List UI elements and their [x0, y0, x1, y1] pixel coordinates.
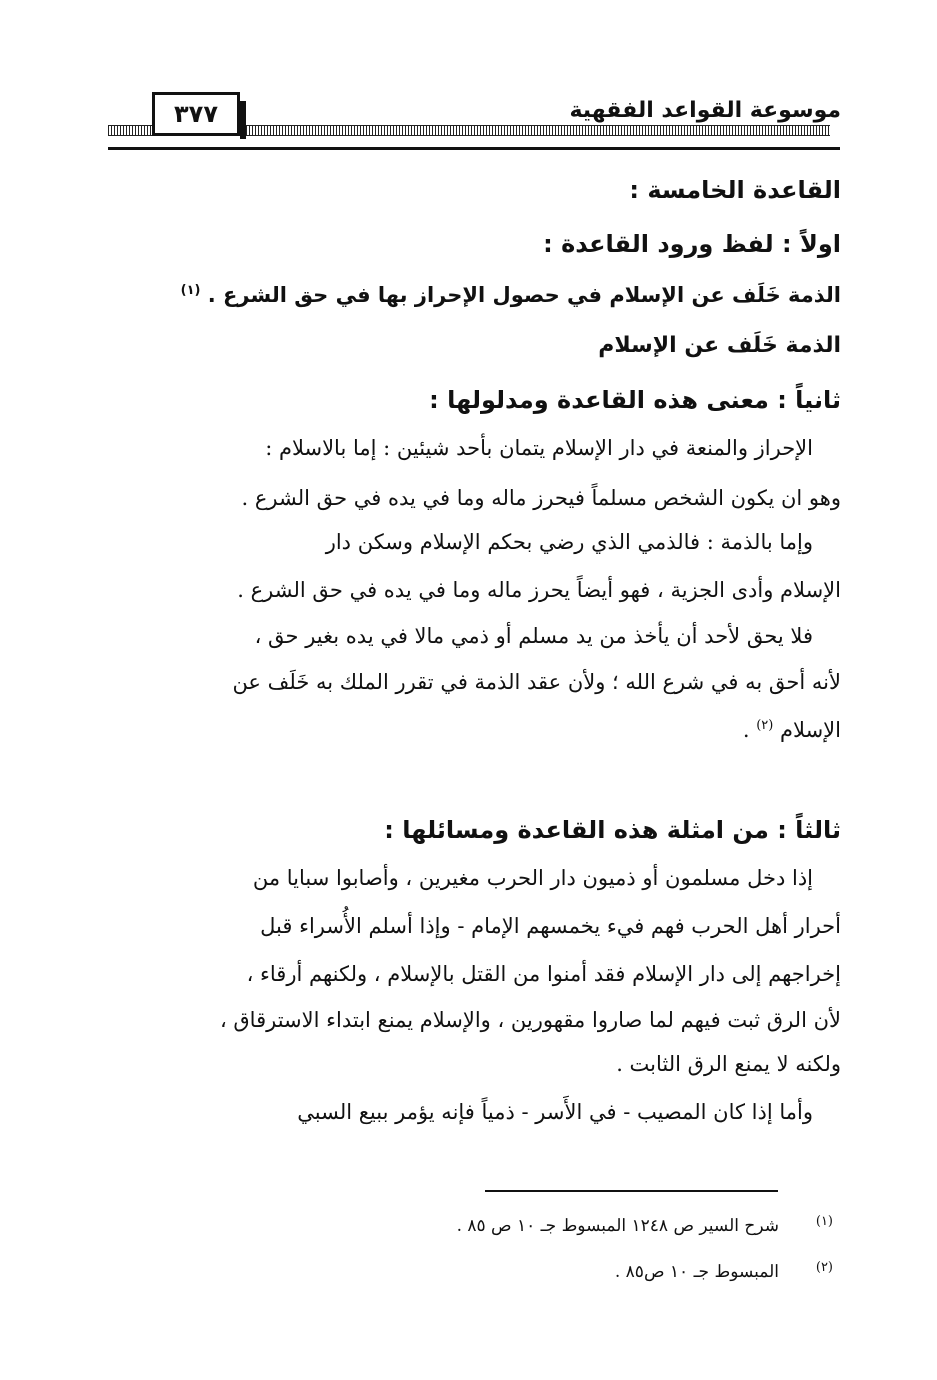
para4-line1: إذا دخل مسلمون أو ذميون دار الحرب مغيرين ، وأصابوا سبايا من [252, 866, 813, 890]
footnote-1-text: شرح السير ص ١٢٤٨ المبسوط جـ ١٠ ص ٨٥ . [456, 1216, 779, 1236]
para3-end: . [742, 718, 750, 742]
rule-text-short: الذمة خَلَف عن الإسلام [598, 333, 841, 358]
second-heading: ثانياً : معنى هذه القاعدة ومدلولها : [429, 386, 841, 414]
para2-line1: وإما بالذمة : فالذمي الذي رضي بحكم الإسلام وسكن دار [325, 530, 813, 554]
footnote-2-text: المبسوط جـ ١٠ ص٨٥ . [614, 1262, 779, 1282]
para4-line4: لأن الرق ثبت فيهم لما صاروا مقهورين ، والإسلام يمنع ابتداء الاسترقاق ، [219, 1008, 841, 1032]
rule-text-long [181, 283, 841, 307]
rule-text-long-content: الذمة خَلَف عن الإسلام في حصول الإحراز بها في حق الشرع . [207, 283, 841, 307]
first-heading: اولاً : لفظ ورود القاعدة : [543, 230, 841, 258]
para4-line5: ولكنه لا يمنع الرق الثابت . [616, 1052, 841, 1076]
para3-line3-text: الإسلام [780, 718, 841, 742]
para3-line1: فلا يحق لأحد أن يأخذ من يد مسلم أو ذمي مالا في يده بغير حق ، [254, 624, 813, 648]
footnote-separator [485, 1190, 778, 1192]
para3-line2: لأنه أحق به في شرع الله ؛ ولأن عقد الذمة في تقرر الملك به خَلَف عن [232, 670, 841, 694]
para5-line1: وأما إذا كان المصيب - في الأَسر - ذمياً فإنه يؤمر ببيع السبي [297, 1100, 813, 1124]
page-number: ٣٧٧ [152, 92, 240, 136]
book-title: موسوعة القواعد الفقهية [561, 98, 841, 123]
para4-line3: إخراجهم إلى دار الإسلام فقد أمنوا من القتل بالإسلام ، ولكنهم أرقاء ، [246, 962, 841, 986]
para4-line2: أحرار أهل الحرب فهم فيء يخمسهم الإمام - وإذا أسلم الأُسراء قبل [260, 914, 841, 938]
footnote-1-number: (١) [815, 1214, 833, 1229]
third-heading: ثالثاً : من امثلة هذه القاعدة ومسائلها : [384, 816, 841, 844]
para1-line2: وهو ان يكون الشخص مسلماً فيحرز ماله وما في يده في حق الشرع . [241, 486, 841, 510]
header-rule [108, 147, 840, 150]
para3-line3 [743, 718, 841, 742]
rule-heading: القاعدة الخامسة : [629, 176, 841, 204]
footnote-2-number: (٢) [815, 1260, 833, 1275]
footnote-ref-1: (١) [180, 283, 201, 298]
footnote-ref-2: (٢) [756, 718, 774, 733]
para2-line2: الإسلام وأدى الجزية ، فهو أيضاً يحرز ماله وما في يده في حق الشرع . [237, 578, 841, 602]
para1-line1: الإحراز والمنعة في دار الإسلام يتمان بأحد شيئين : إما بالاسلام : [265, 436, 813, 460]
